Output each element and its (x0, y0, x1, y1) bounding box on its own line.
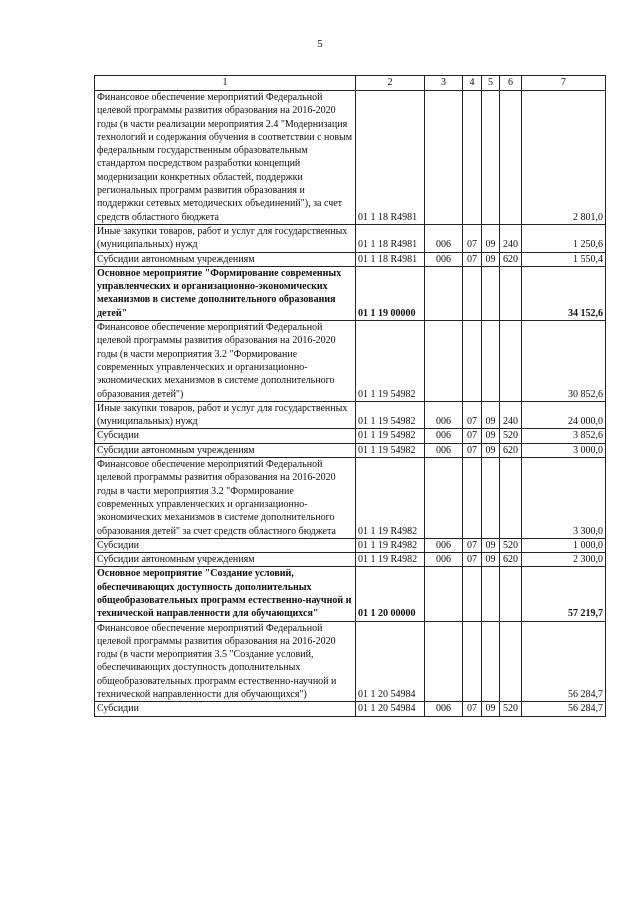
subsection-code-cell (482, 621, 500, 702)
expense-type-cell: 620 (500, 553, 522, 567)
subsection-code-cell (482, 91, 500, 225)
row-name-cell: Финансовое обеспечение мероприятий Федеральной целевой программы развития образования на 2016-2020 годы (в части мероприятия 3.2 "Формирование современных управленческих и организационно-экономических механизмов в системе дополнительного образования детей") (95, 321, 356, 402)
subsection-code-cell: 09 (482, 443, 500, 457)
department-code-cell: 006 (425, 429, 463, 443)
expense-type-cell (500, 321, 522, 402)
amount-cell: 3 300,0 (522, 458, 606, 539)
target-article-cell: 01 1 18 R4981 (356, 91, 425, 225)
department-code-cell: 006 (425, 443, 463, 457)
expense-type-cell: 620 (500, 252, 522, 266)
amount-cell: 24 000,0 (522, 401, 606, 429)
subsection-code-cell (482, 266, 500, 320)
table-row (95, 252, 606, 266)
column-number-6: 6 (500, 76, 522, 91)
amount-cell: 1 250,6 (522, 224, 606, 252)
target-article-cell: 01 1 19 54982 (356, 429, 425, 443)
target-article-cell: 01 1 18 R4981 (356, 224, 425, 252)
target-article-cell: 01 1 18 R4981 (356, 252, 425, 266)
section-code-cell: 07 (463, 429, 482, 443)
column-number-4: 4 (463, 76, 482, 91)
row-name-cell: Иные закупки товаров, работ и услуг для государственных (муниципальных) нужд (95, 401, 356, 429)
expense-type-cell (500, 621, 522, 702)
table-row (95, 621, 606, 702)
table-row (95, 553, 606, 567)
column-number-2: 2 (356, 76, 425, 91)
department-code-cell (425, 567, 463, 621)
target-article-cell: 01 1 20 00000 (356, 567, 425, 621)
department-code-cell: 006 (425, 702, 463, 716)
department-code-cell (425, 266, 463, 320)
amount-cell: 57 219,7 (522, 567, 606, 621)
department-code-cell: 006 (425, 252, 463, 266)
target-article-cell: 01 1 19 R4982 (356, 538, 425, 552)
table-row (95, 429, 606, 443)
section-code-cell (463, 266, 482, 320)
section-code-cell: 07 (463, 252, 482, 266)
subsection-code-cell: 09 (482, 702, 500, 716)
subsection-code-cell: 09 (482, 252, 500, 266)
row-name-cell: Финансовое обеспечение мероприятий Федеральной целевой программы развития образования на 2016-2020 годы (в части мероприятия 3.5 "Создание условий, обеспечивающих доступность дополнительных общеобразовательных программ естественно-научной и технической направленности для обучающихся") (95, 621, 356, 702)
expense-type-cell: 520 (500, 538, 522, 552)
subsection-code-cell (482, 458, 500, 539)
table-row (95, 91, 606, 225)
column-number-5: 5 (482, 76, 500, 91)
subsection-code-cell: 09 (482, 553, 500, 567)
table-row (95, 538, 606, 552)
section-code-cell (463, 91, 482, 225)
amount-cell: 56 284,7 (522, 621, 606, 702)
table-row (95, 224, 606, 252)
amount-cell: 56 284,7 (522, 702, 606, 716)
section-code-cell (463, 321, 482, 402)
section-code-cell: 07 (463, 443, 482, 457)
amount-cell: 1 000,0 (522, 538, 606, 552)
column-number-1: 1 (95, 76, 356, 91)
subsection-code-cell (482, 567, 500, 621)
row-name-cell: Субсидии автономным учреждениям (95, 252, 356, 266)
department-code-cell (425, 91, 463, 225)
section-code-cell (463, 621, 482, 702)
department-code-cell: 006 (425, 224, 463, 252)
amount-cell: 3 852,6 (522, 429, 606, 443)
department-code-cell: 006 (425, 538, 463, 552)
table-row (95, 458, 606, 539)
section-code-cell (463, 458, 482, 539)
department-code-cell: 006 (425, 401, 463, 429)
row-name-cell: Субсидии (95, 702, 356, 716)
subsection-code-cell: 09 (482, 224, 500, 252)
expense-type-cell: 520 (500, 702, 522, 716)
target-article-cell: 01 1 19 R4982 (356, 553, 425, 567)
amount-cell: 2 801,0 (522, 91, 606, 225)
page-number: 5 (317, 38, 323, 50)
expense-type-cell (500, 91, 522, 225)
row-name-cell: Субсидии (95, 429, 356, 443)
expense-type-cell (500, 458, 522, 539)
subsection-code-cell: 09 (482, 429, 500, 443)
target-article-cell: 01 1 19 54982 (356, 321, 425, 402)
column-number-3: 3 (425, 76, 463, 91)
amount-cell: 3 000,0 (522, 443, 606, 457)
table-row (95, 266, 606, 320)
department-code-cell: 006 (425, 553, 463, 567)
department-code-cell (425, 458, 463, 539)
section-code-cell: 07 (463, 224, 482, 252)
expense-type-cell: 240 (500, 401, 522, 429)
amount-cell: 1 550,4 (522, 252, 606, 266)
expense-type-cell: 520 (500, 429, 522, 443)
column-number-row (95, 76, 606, 91)
target-article-cell: 01 1 19 54982 (356, 401, 425, 429)
row-name-cell: Субсидии (95, 538, 356, 552)
section-code-cell: 07 (463, 702, 482, 716)
table-row (95, 401, 606, 429)
row-name-cell: Финансовое обеспечение мероприятий Федеральной целевой программы развития образования на 2016-2020 годы (в части реализации мероприятия 2.4 "Модернизация технологий и содержания обучения в соответствии с новым федеральным государственным образовательным стандартом посредством разработки концепций модернизации конкретных областей, поддержки региональных программ развития образования и поддержки сетевых методических объединений"), за счет средств областного бюджета (95, 91, 356, 225)
row-name-cell: Субсидии автономным учреждениям (95, 443, 356, 457)
table-row (95, 321, 606, 402)
section-code-cell: 07 (463, 401, 482, 429)
expense-type-cell (500, 266, 522, 320)
subsection-code-cell (482, 321, 500, 402)
table-row (95, 443, 606, 457)
target-article-cell: 01 1 20 54984 (356, 621, 425, 702)
expense-type-cell: 620 (500, 443, 522, 457)
budget-table (94, 75, 606, 717)
department-code-cell (425, 621, 463, 702)
section-code-cell (463, 567, 482, 621)
section-code-cell: 07 (463, 538, 482, 552)
row-name-cell: Основное мероприятие "Формирование современных управленческих и организационно-экономических механизмов в системе дополнительного образования детей" (95, 266, 356, 320)
column-number-7: 7 (522, 76, 606, 91)
row-name-cell: Основное мероприятие "Создание условий, обеспечивающих доступность дополнительных общеобразовательных программ естественно-научной и технической направленности для обучающихся" (95, 567, 356, 621)
expense-type-cell (500, 567, 522, 621)
subsection-code-cell: 09 (482, 538, 500, 552)
amount-cell: 30 852,6 (522, 321, 606, 402)
target-article-cell: 01 1 19 54982 (356, 443, 425, 457)
budget-table-body (95, 76, 606, 717)
target-article-cell: 01 1 20 54984 (356, 702, 425, 716)
section-code-cell: 07 (463, 553, 482, 567)
table-row (95, 567, 606, 621)
expense-type-cell: 240 (500, 224, 522, 252)
amount-cell: 34 152,6 (522, 266, 606, 320)
table-row (95, 702, 606, 716)
row-name-cell: Субсидии автономным учреждениям (95, 553, 356, 567)
subsection-code-cell: 09 (482, 401, 500, 429)
department-code-cell (425, 321, 463, 402)
row-name-cell: Финансовое обеспечение мероприятий Федеральной целевой программы развития образования на 2016-2020 годы в части мероприятия 3.2 "Формирование современных управленческих и организационно-экономических механизмов в системе дополнительного образования детей" за счет средств областного бюджета (95, 458, 356, 539)
amount-cell: 2 300,0 (522, 553, 606, 567)
row-name-cell: Иные закупки товаров, работ и услуг для государственных (муниципальных) нужд (95, 224, 356, 252)
target-article-cell: 01 1 19 R4982 (356, 458, 425, 539)
target-article-cell: 01 1 19 00000 (356, 266, 425, 320)
